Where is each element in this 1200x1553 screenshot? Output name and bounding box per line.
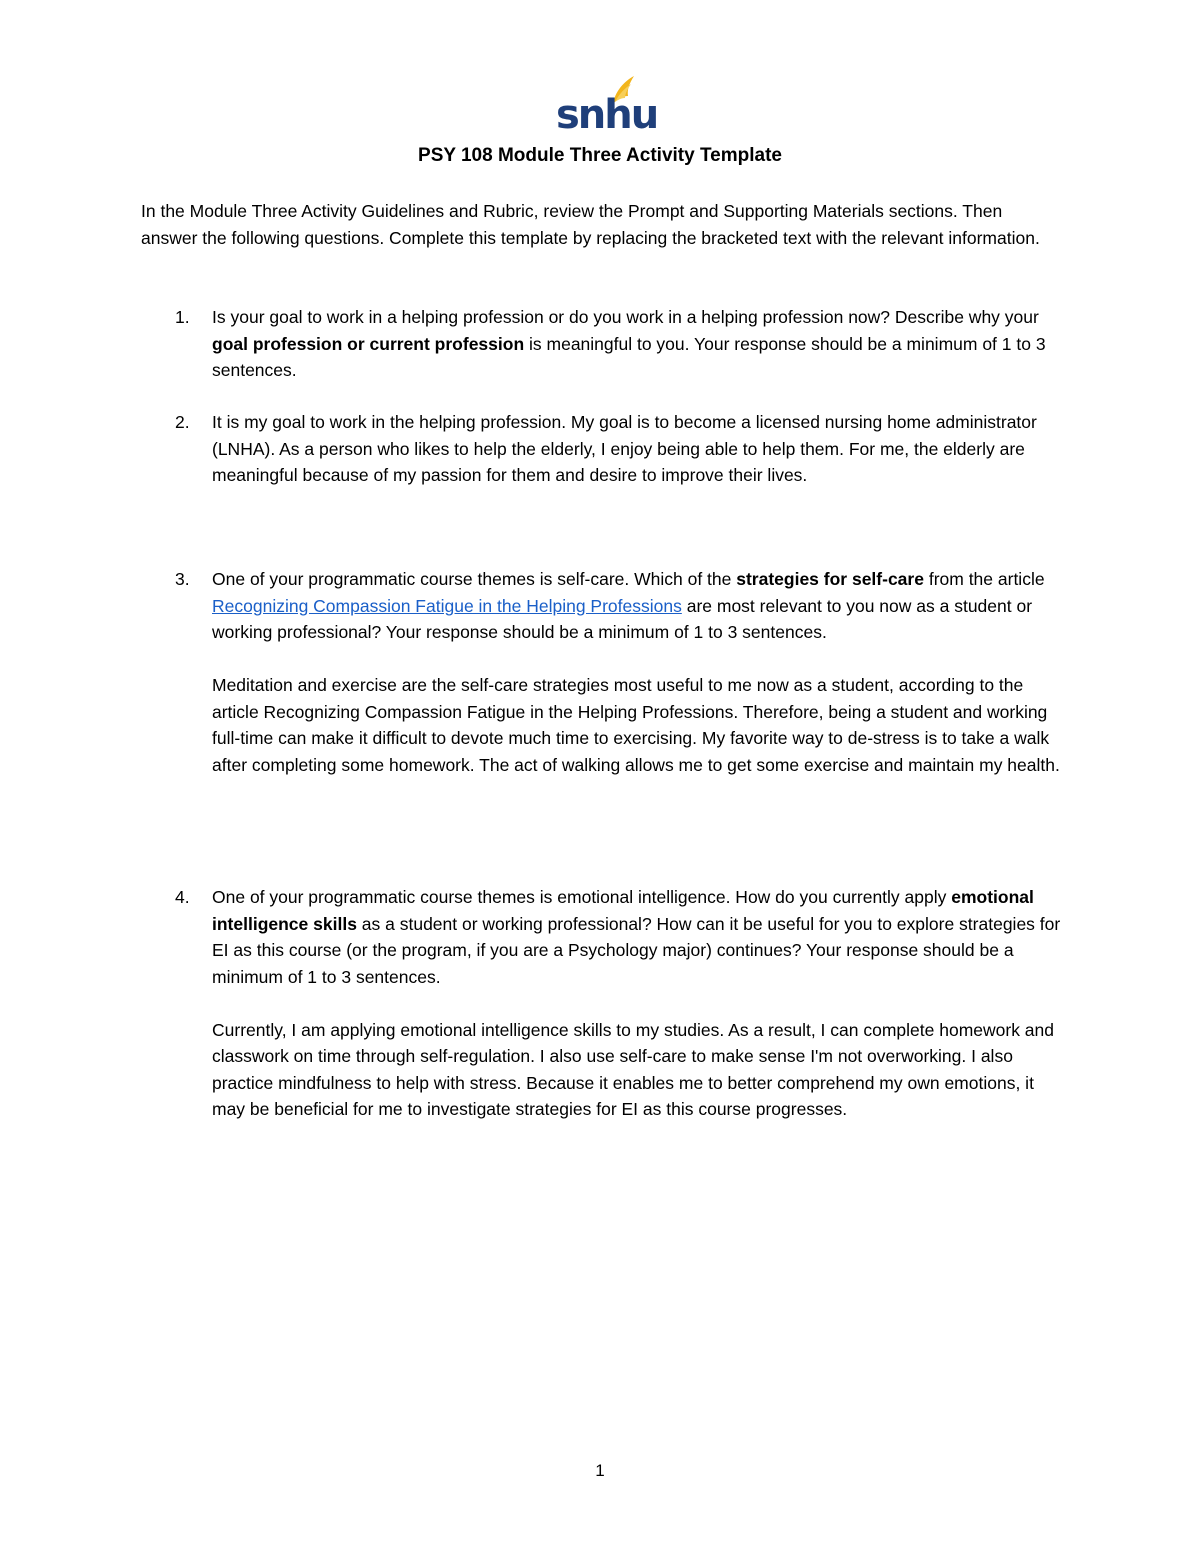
answer-text: Meditation and exercise are the self-care strategies most useful to me now as a student, according to the article Recognizing Compassion Fatigue in the Helping Professions. Therefore, being a student and working full-time can make it difficult to devote much time to exercising. My favorite way to de-stress is to take a walk after completing some homework. The act of walking allows me to get some exercise and maintain my health. [212,675,1060,775]
list-item [141,884,1061,1123]
document-title: PSY 108 Module Three Activity Template [418,145,782,166]
list-number: 2. [175,412,190,432]
svg-text:snhu: snhu [556,92,658,138]
list-number: 4. [175,887,190,907]
answer-text: Currently, I am applying emotional intelligence skills to my studies. As a result, I can complete homework and classwork on time through self-regulation. I also use self-care to make sense I'm not overworking. I also practice mindfulness to help with stress. Because it enables me to better comprehend my own emotions, it may be beneficial for me to investigate strategies for EI as this course progresses. [212,1019,1055,1119]
list-item [141,566,1061,778]
answer-text: It is my goal to work in the helping profession. My goal is to become a licensed nursing home administrator (LNHA). As a person who likes to help the elderly, I enjoy being able to help them. For me, the elderly are meaningful because of my passion for them and desire to improve their lives. [212,412,1037,485]
list-item [141,304,1061,384]
list-number: 3. [175,569,190,589]
intro-paragraph: In the Module Three Activity Guidelines and Rubric, review the Prompt and Supporting Materials sections. Then answer the following questions. Complete this template by replacing the bracketed text with the relevant information. [141,201,1040,248]
question-text: One of your programmatic course themes is self-care. Which of the strategies for self-care from the article Recognizing Compassion Fatigue in the Helping Professions are most relevant to you now as a student or working professional? Your response should be a minimum of 1 to 3 sentences. [212,569,1045,642]
list-number: 1. [175,307,190,327]
list-item [141,409,1061,489]
question-text: Is your goal to work in a helping profession or do you work in a helping profession now? Describe why your goal profession or current profession is meaningful to you. Your response should be a minimum of 1 to 3 sentences. [212,307,1046,380]
snhu-logo [555,74,658,138]
page-number: 1 [595,1461,605,1480]
question-text: One of your programmatic course themes is emotional intelligence. How do you currently apply emotional intelligence skills as a student or working professional? How can it be useful for you to explore strategies for EI as this course (or the program, if you are a Psychology major) continues? Your response should be a minimum of 1 to 3 sentences. [212,887,1061,987]
flame-leaf-icon [555,74,658,138]
article-link[interactable]: Recognizing Compassion Fatigue in the Helping Professions [212,595,682,616]
